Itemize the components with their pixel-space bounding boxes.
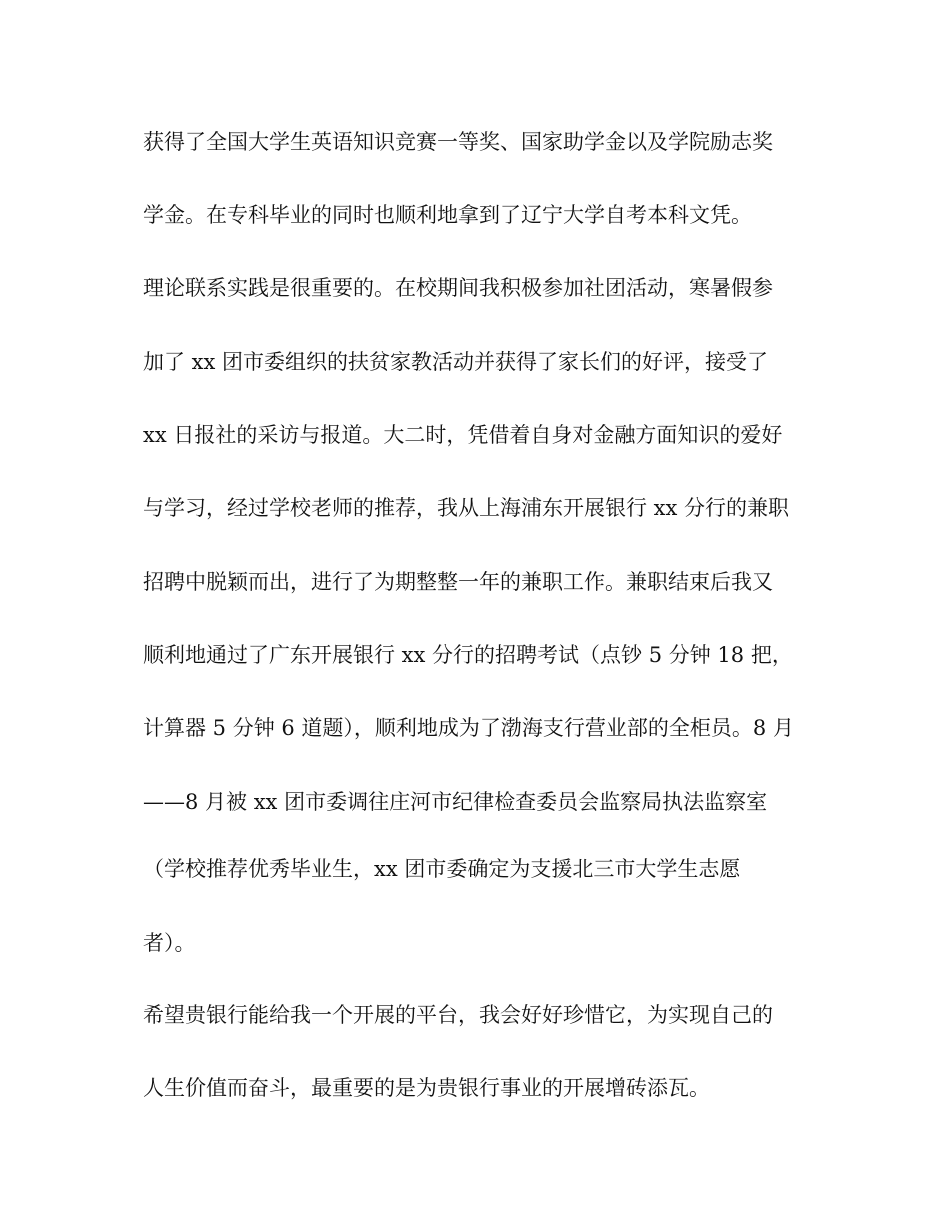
text-line: （学校推荐优秀毕业生，xx 团市委确定为支援北三市大学生志愿 (143, 857, 741, 881)
text-line: 计算器 5 分钟 6 道题），顺利地成为了渤海支行营业部的全柜员。8 月 (143, 716, 794, 740)
text-line: 招聘中脱颖而出，进行了为期整整一年的兼职工作。兼职结束后我又 (143, 570, 773, 594)
text-line: xx 日报社的采访与报道。大二时，凭借着自身对金融方面知识的爱好 (143, 423, 783, 447)
text-line: 希望贵银行能给我一个开展的平台，我会好好珍惜它，为实现自己的 (143, 1003, 773, 1027)
text-line: 加了 xx 团市委组织的扶贫家教活动并获得了家长们的好评，接受了 (143, 350, 769, 374)
text-line: 获得了全国大学生英语知识竞赛一等奖、国家助学金以及学院励志奖 (143, 130, 773, 154)
text-line: 者）。 (143, 931, 196, 955)
text-line: 与学习，经过学校老师的推荐，我从上海浦东开展银行 xx 分行的兼职 (143, 496, 790, 520)
text-line: 人生价值而奋斗，最重要的是为贵银行事业的开展增砖添瓦。 (143, 1076, 710, 1100)
text-line: 理论联系实践是很重要的。在校期间我积极参加社团活动，寒暑假参 (143, 276, 773, 300)
text-line: 学金。在专科毕业的同时也顺利地拿到了辽宁大学自考本科文凭。 (143, 203, 752, 227)
text-line: ——8 月被 xx 团市委调往庄河市纪律检查委员会监察局执法监察室 (143, 790, 768, 814)
text-line: 顺利地通过了广东开展银行 xx 分行的招聘考试（点钞 5 分钟 18 把， (143, 643, 793, 667)
